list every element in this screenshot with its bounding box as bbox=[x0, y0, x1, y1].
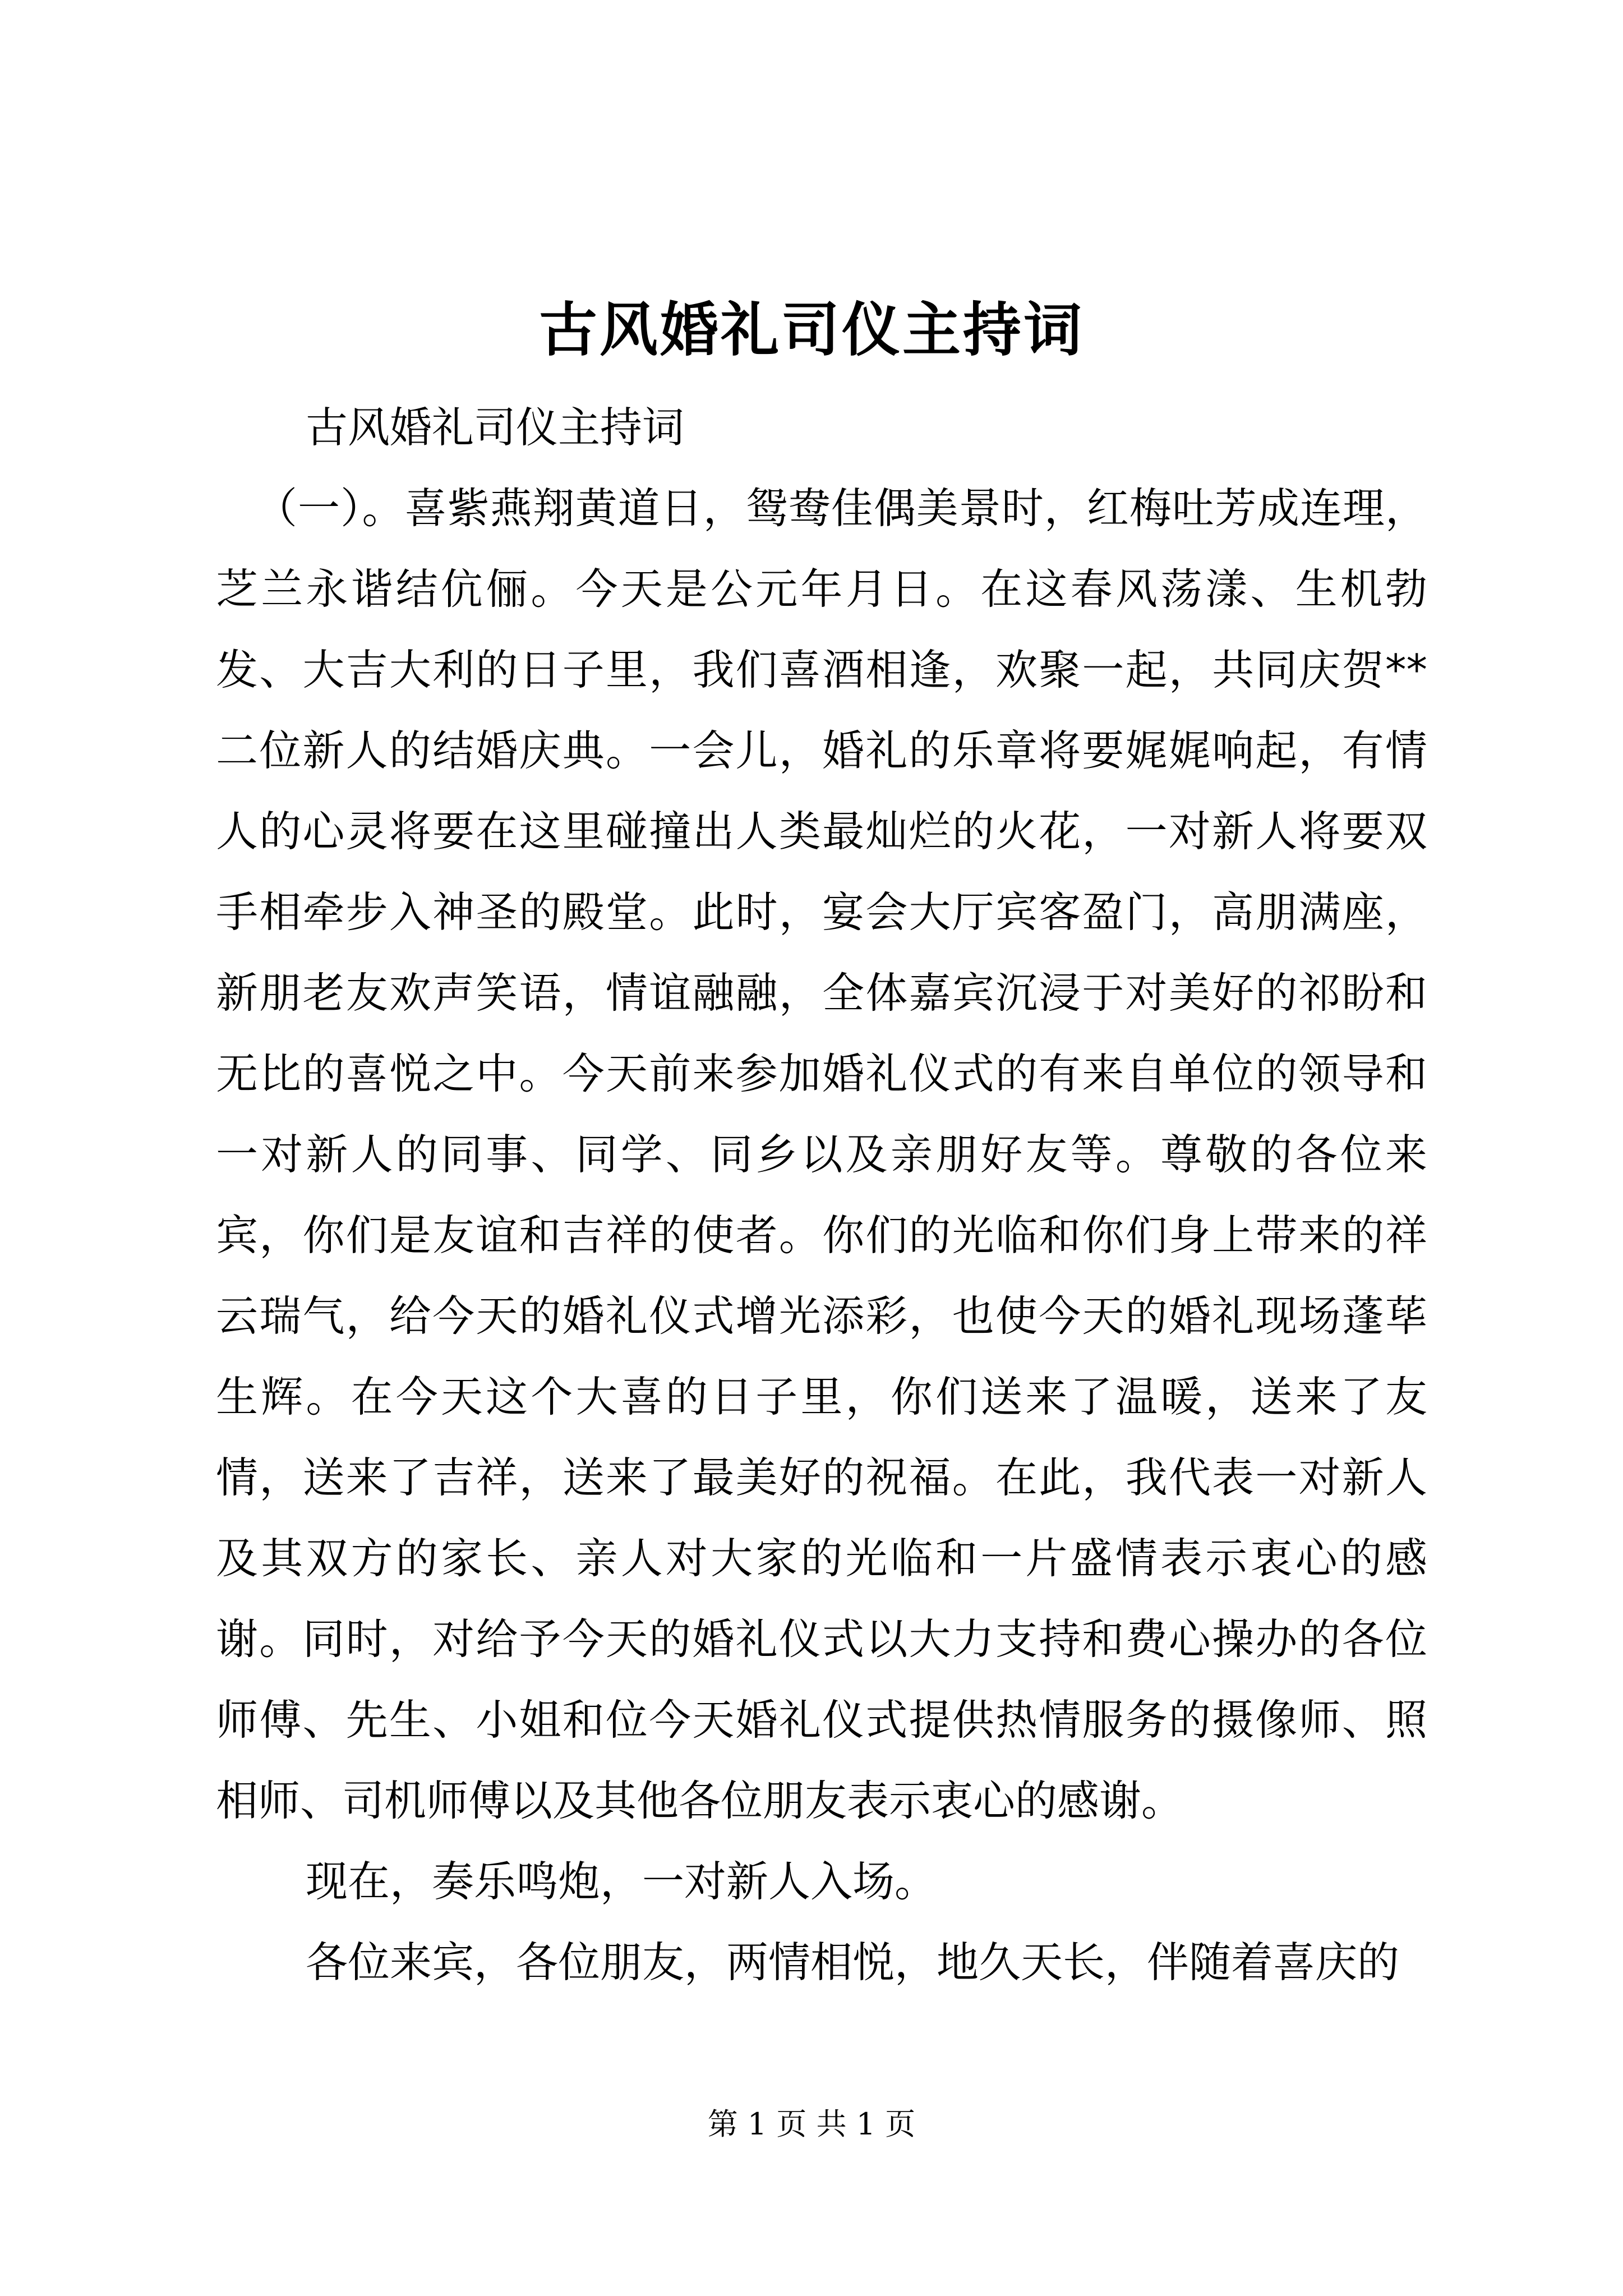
paragraph-intro: （一）。喜紫燕翔黄道日，鸳鸯佳偶美景时，红梅吐芳成连理，芝兰永谐结伉俪。今天是公元年月日。在这春风荡漾、生机勃发、大吉大利的日子里，我们喜酒相逢，欢聚一起，共同庆贺**二位新人的结婚庆典。一会儿，婚礼的乐章将要娓娓响起，有情人的心灵将要在这里碰撞出人类最灿烂的火花，一对新人将要双手相牵步入神圣的殿堂。此时，宴会大厅宾客盈门，高朋满座，新朋老友欢声笑语，情谊融融，全体嘉宾沉浸于对美好的祁盼和无比的喜悦之中。今天前来参加婚礼仪式的有来自单位的领导和一对新人的同事、同学、同乡以及亲朋好友等。尊敬的各位来宾，你们是友谊和吉祥的使者。你们的光临和你们身上带来的祥云瑞气，给今天的婚礼仪式增光添彩，也使今天的婚礼现场蓬荜生辉。在今天这个大喜的日子里，你们送来了温暖，送来了友情，送来了吉祥，送来了最美好的祝福。在此，我代表一对新人及其双方的家长、亲人对大家的光临和一片盛情表示衷心的感谢。同时，对给予今天的婚礼仪式以大力支持和费心操办的各位师傅、先生、小姐和位今天婚礼仪式提供热情服务的摄像师、照相师、司机师傅以及其他各位朋友表示衷心的感谢。 bbox=[216, 484, 1427, 1825]
document-body bbox=[216, 387, 1427, 2003]
paragraph-continuation: 各位来宾，各位朋友，两情相悦，地久天长，伴随着喜庆的 bbox=[306, 1938, 1400, 1987]
paragraph-subtitle: 古风婚礼司仪主持词 bbox=[306, 403, 685, 452]
paragraph-entrance: 现在，奏乐鸣炮，一对新人入场。 bbox=[306, 1857, 937, 1906]
page-footer: 第 1 页 共 1 页 bbox=[707, 2106, 916, 2142]
document-title: 古风婚礼司仪主持词 bbox=[538, 295, 1084, 364]
